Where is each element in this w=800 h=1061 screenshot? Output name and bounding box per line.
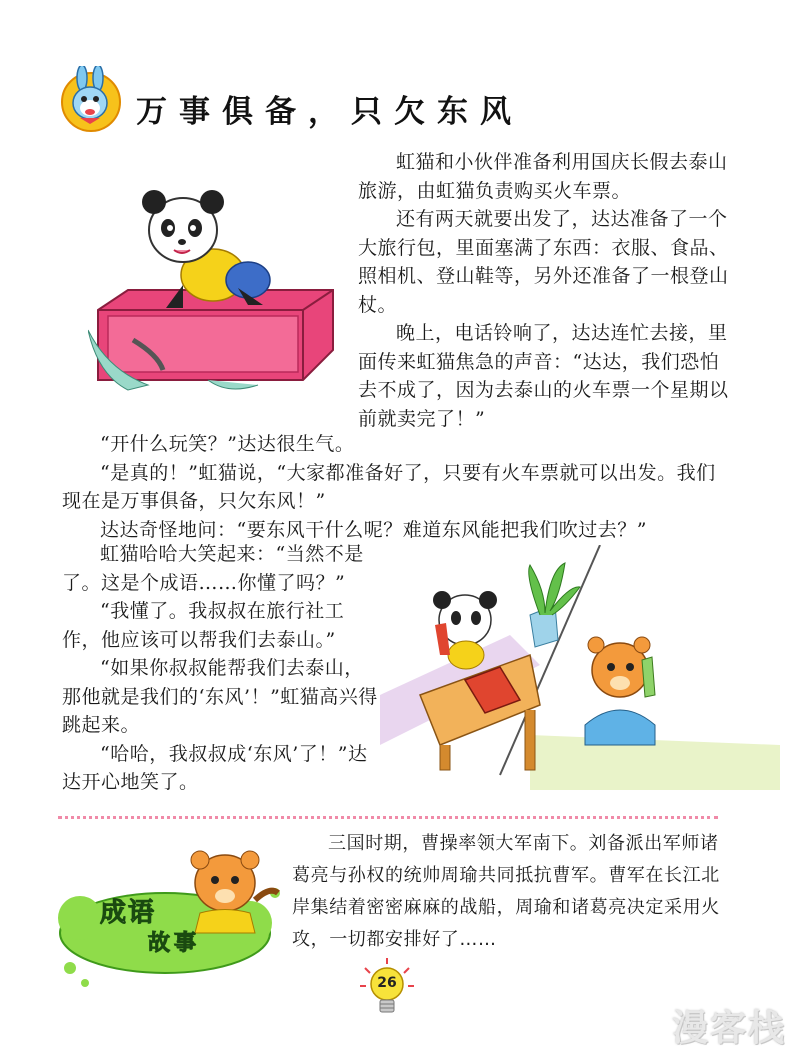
paragraph: “如果你叔叔能帮我们去泰山，那他就是我们的‘东风’！”虹猫高兴得跳起来。 [62,657,378,736]
paragraph: 达达奇怪地问：“要东风干什么呢？难道东风能把我们吹过去？” [100,518,647,541]
paragraph: 晚上，电话铃响了，达达连忙去接，里面传来虹猫焦急的声音：“达达，我们恐怕去不成了，因为去泰山的火车票一个星期以前就卖完了！” [358,322,729,430]
paragraph: “开什么玩笑？”达达很生气。 [100,433,355,455]
panda-suitcase-illustration [88,180,348,400]
phone-call-illustration [380,545,780,790]
paragraph: 还有两天就要出发了，达达准备了一个大旅行包，里面塞满了东西：衣服、食品、照相机、登山鞋等，另外还准备了一根登山杖。 [358,208,729,316]
page-title: 万事俱备，只欠东风 [136,94,523,130]
story-text-top [358,148,730,433]
paragraph: “我懂了。我叔叔在旅行社工作，他应该可以帮我们去泰山。” [62,600,345,651]
section-divider [58,816,718,819]
page-number: 26 [377,975,397,991]
paragraph: “是真的！”虹猫说，“大家都准备好了，只要有火车票就可以出发。我们现在是万事俱备，只欠东风！” [62,461,716,512]
story-text-middle [62,430,730,544]
idiom-story-text [292,828,730,956]
story-text-bottom [62,540,378,797]
paragraph: 虹猫哈哈大笑起来：“当然不是了。这是个成语……你懂了吗？” [62,543,364,594]
paragraph: 虹猫和小伙伴准备利用国庆长假去泰山旅游，由虹猫负责购买火车票。 [358,151,728,202]
idiom-badge-line1: 成语 [100,898,157,928]
idiom-badge-line2: 故事 [148,931,201,956]
rabbit-logo-icon [58,66,124,132]
paragraph: 三国时期，曹操率领大军南下。刘备派出军师诸葛亮与孙权的统帅周瑜共同抵抗曹军。曹军在长江北岸集结着密密麻麻的战船，周瑜和诸葛亮决定采用火攻，一切都安排好了…… [292,833,720,950]
site-watermark: 漫客栈 [671,1008,786,1049]
idiom-story-badge [50,838,290,988]
page-number-badge [357,956,417,1018]
paragraph: “哈哈，我叔叔成‘东风’了！”达达开心地笑了。 [62,742,368,793]
